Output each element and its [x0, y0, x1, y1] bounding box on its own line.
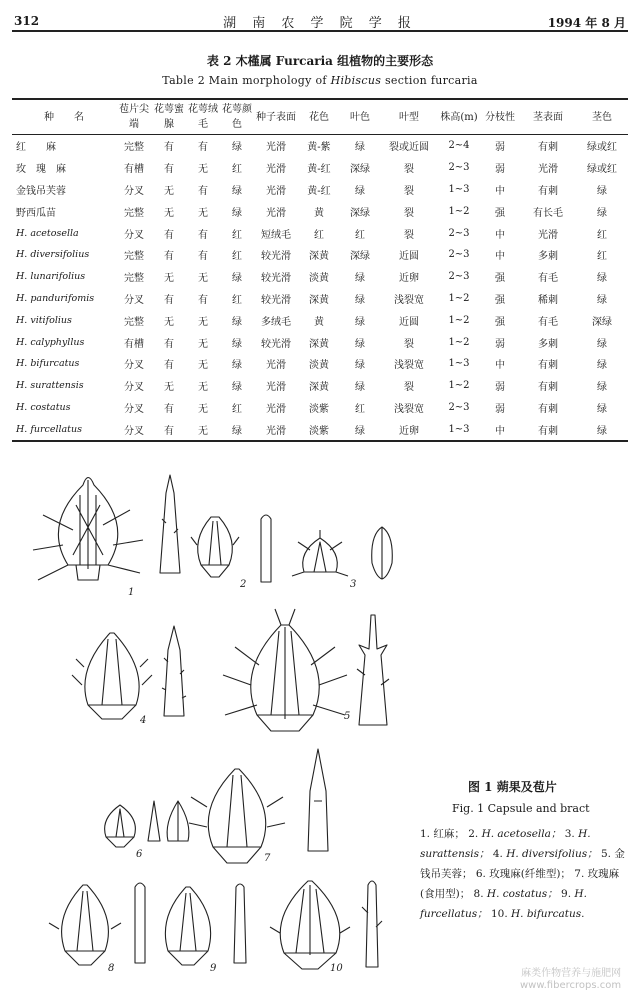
table-cell: 绿	[597, 294, 607, 306]
table-cell: 无	[198, 403, 208, 415]
table-cell: 绿	[355, 338, 365, 350]
legend-number: 9.	[561, 888, 572, 900]
table-row	[12, 309, 628, 331]
table-cell: 强	[495, 273, 505, 285]
table-cell: 绿	[597, 207, 607, 219]
table-cell: 淡紫	[309, 425, 329, 437]
column-header: 种 名	[44, 111, 84, 123]
table-cell: 绿	[355, 316, 365, 328]
page-header	[14, 6, 626, 32]
table-cell: 绿	[232, 207, 242, 219]
table-row	[12, 418, 628, 441]
legend-item	[491, 908, 584, 920]
column-header: 花萼颜色	[222, 104, 252, 130]
table-cell: 绿	[355, 360, 365, 372]
table-cell: 有毛	[538, 316, 558, 328]
table-cell: 1~2	[448, 314, 470, 326]
table-cell: 有刺	[538, 142, 558, 154]
table-cell: 深黄	[309, 251, 329, 263]
legend-species: H. costatus；	[486, 888, 558, 900]
table-caption-en-prefix: Table 2 Main morphology of	[162, 74, 331, 87]
table-cell: 稀刺	[538, 294, 558, 306]
table-cell: 短绒毛	[261, 229, 291, 241]
table-cell: 绿	[232, 185, 242, 197]
journal-title: 湖 南 农 学 院 学 报	[223, 16, 417, 31]
morphology-table	[12, 98, 628, 442]
table-cell: 绿	[355, 273, 365, 285]
legend-number: 2.	[468, 828, 479, 840]
table-cell: 1~3	[448, 183, 470, 195]
table-body	[12, 135, 628, 442]
table-caption-en-suffix: section furcaria	[381, 74, 478, 87]
table-cell: 多刺	[538, 251, 558, 263]
legend-species: 玫瑰麻(食用型)；	[420, 868, 620, 900]
table-cell: 深黄	[309, 294, 329, 306]
table-cell: 弱	[495, 142, 505, 154]
column-header: 花萼绒毛	[188, 104, 218, 130]
capsule-3-drawing	[292, 530, 348, 576]
bract-9-drawing	[234, 884, 246, 963]
column-header: 花色	[309, 111, 329, 123]
capsule-4-drawing	[72, 633, 152, 719]
legend-item	[493, 848, 601, 860]
table-cell: 绿	[355, 142, 365, 154]
table-cell: 无	[198, 273, 208, 285]
watermark-line-1: 麻类作物营养与施肥网	[521, 968, 622, 979]
table-cell: 强	[495, 316, 505, 328]
figure-legend	[420, 824, 628, 924]
table-cell: 光滑	[538, 229, 558, 241]
table-caption-en-genus: Hibiscus	[330, 74, 382, 87]
table-cell: 光滑	[266, 360, 286, 372]
legend-number: 1.	[420, 828, 431, 840]
table-cell: 无	[198, 316, 208, 328]
table-cell: 2~3	[448, 162, 470, 174]
table-cell: 有刺	[538, 382, 558, 394]
table-cell: 裂	[404, 229, 414, 241]
figure-number-7: 7	[264, 853, 271, 864]
species-name-cell: H. bifurcatus	[16, 358, 80, 370]
table-cell: 有	[164, 164, 174, 176]
table-cell: 有	[198, 142, 208, 154]
figure-caption-en: Fig. 1 Capsule and bract	[452, 802, 590, 815]
table-cell: 浅裂宽	[394, 403, 424, 415]
table-row	[12, 266, 628, 288]
table-row	[12, 157, 628, 179]
table-cell: 光滑	[266, 403, 286, 415]
table-cell: 完整	[124, 273, 144, 285]
legend-item	[420, 828, 468, 840]
table-cell: 绿	[232, 142, 242, 154]
table-cell: 无	[198, 360, 208, 372]
figure-number-6: 6	[136, 849, 143, 860]
table-cell: 近圆	[399, 251, 419, 263]
bract-7-drawing	[308, 749, 328, 851]
bract-6a-drawing	[148, 801, 160, 841]
table-cell: 分叉	[124, 425, 144, 437]
table-row	[12, 179, 628, 201]
column-header: 茎表面	[533, 111, 563, 123]
figure-number-1: 1	[128, 587, 135, 598]
table-cell: 分叉	[124, 294, 144, 306]
table-cell: 有	[198, 294, 208, 306]
table-cell: 无	[164, 382, 174, 394]
table-cell: 黄	[314, 207, 324, 219]
species-name-cell: H. acetosella	[16, 227, 79, 239]
legend-item	[476, 868, 574, 880]
table-cell: 黄-红	[307, 164, 331, 176]
figure-number-9: 9	[210, 963, 217, 974]
table-cell: 无	[198, 338, 208, 350]
table-cell: 1~2	[448, 205, 470, 217]
table-cell: 绿	[597, 382, 607, 394]
table-cell: 较光滑	[261, 294, 291, 306]
table-cell: 2~3	[448, 227, 470, 239]
table-cell: 强	[495, 207, 505, 219]
bract-10-drawing	[362, 881, 382, 967]
table-cell: 无	[198, 164, 208, 176]
bract-1-drawing	[160, 475, 180, 573]
table-cell: 无	[164, 185, 174, 197]
table-cell: 较光滑	[261, 338, 291, 350]
legend-species: 红麻；	[433, 828, 465, 840]
table-cell: 较光滑	[261, 251, 291, 263]
table-header-row	[12, 99, 628, 135]
table-cell: 深绿	[592, 316, 612, 328]
site-watermark	[520, 968, 621, 992]
table-cell: 绿	[355, 425, 365, 437]
table-cell: 黄	[314, 316, 324, 328]
table-cell: 1~2	[448, 380, 470, 392]
legend-species: H. bifurcatus.	[511, 908, 585, 920]
header-rule	[12, 30, 628, 32]
table-cell: 有毛	[538, 273, 558, 285]
table-cell: 裂或近圆	[389, 142, 429, 154]
table-caption-en	[0, 74, 640, 87]
table-cell: 红	[232, 164, 242, 176]
capsule-8-drawing	[49, 885, 121, 965]
table-cell: 深绿	[350, 251, 370, 263]
table-cell: 无	[198, 382, 208, 394]
table-cell: 绿	[232, 425, 242, 437]
legend-species: H. furcellatus；	[420, 888, 587, 920]
legend-number: 4.	[492, 848, 503, 860]
table-cell: 1~2	[448, 336, 470, 348]
legend-number: 5.	[600, 848, 611, 860]
table-cell: 黄-红	[307, 185, 331, 197]
table-cell: 强	[495, 294, 505, 306]
column-header: 苞片尖端	[119, 104, 149, 130]
table-row	[12, 288, 628, 310]
table-cell: 有	[164, 251, 174, 263]
legend-item	[468, 828, 565, 840]
table-cell: 黄-紫	[307, 142, 331, 154]
table-cell: 绿	[355, 382, 365, 394]
table-cell: 绿	[232, 382, 242, 394]
table-cell: 近卵	[399, 273, 419, 285]
table-cell: 绿	[355, 185, 365, 197]
column-header: 株高(m)	[440, 111, 478, 123]
legend-species: 玫瑰麻(纤维型)；	[489, 868, 571, 880]
table-cell: 绿	[597, 425, 607, 437]
table-cell: 红	[232, 229, 242, 241]
table-cell: 绿	[355, 294, 365, 306]
table-cell: 裂	[404, 382, 414, 394]
capsule-9-drawing	[165, 887, 210, 965]
table-cell: 2~3	[448, 271, 470, 283]
table-cell: 淡黄	[309, 273, 329, 285]
table-cell: 光滑	[266, 185, 286, 197]
table-cell: 完整	[124, 316, 144, 328]
table-cell: 红	[597, 251, 607, 263]
column-header: 分枝性	[485, 111, 515, 123]
species-name-cell: 玫 瑰 麻	[16, 164, 66, 176]
table-cell: 有	[164, 403, 174, 415]
legend-species: H. surattensis；	[420, 828, 591, 860]
capsule-6-drawing	[105, 805, 136, 847]
column-header: 叶型	[399, 111, 419, 123]
table-cell: 绿	[597, 403, 607, 415]
table-cell: 绿	[232, 273, 242, 285]
table-cell: 有	[164, 294, 174, 306]
table-cell: 中	[495, 360, 505, 372]
table-cell: 有刺	[538, 360, 558, 372]
table-cell: 弱	[495, 403, 505, 415]
table-cell: 深绿	[350, 164, 370, 176]
bract-6b-drawing	[167, 801, 189, 841]
table-cell: 绿	[232, 360, 242, 372]
watermark-line-2: www.fibercrops.com	[520, 980, 622, 991]
column-header: 种子表面	[256, 111, 296, 123]
table-cell: 2~4	[448, 140, 470, 152]
table-cell: 有	[164, 142, 174, 154]
legend-number: 3.	[564, 828, 575, 840]
figure-number-5: 5	[344, 711, 351, 722]
table-cell: 浅裂宽	[394, 294, 424, 306]
table-row	[12, 331, 628, 353]
table-cell: 红	[232, 251, 242, 263]
figure-number-8: 8	[108, 963, 115, 974]
legend-number: 10.	[490, 908, 508, 920]
species-name-cell: H. lunarifolius	[16, 271, 86, 283]
species-name-cell: H. pandurifomis	[16, 292, 95, 304]
table-row	[12, 375, 628, 397]
table-cell: 光滑	[266, 164, 286, 176]
column-header: 花萼蜜腺	[154, 104, 184, 130]
table-cell: 有刺	[538, 403, 558, 415]
species-name-cell: H. furcellatus	[16, 423, 82, 435]
table-cell: 1~3	[448, 423, 470, 435]
table-cell: 有	[164, 338, 174, 350]
table-cell: 中	[495, 251, 505, 263]
table-row	[12, 200, 628, 222]
table-row	[12, 222, 628, 244]
table-cell: 完整	[124, 142, 144, 154]
table-cell: 绿	[597, 360, 607, 372]
table-cell: 绿	[597, 185, 607, 197]
table-cell: 裂	[404, 207, 414, 219]
species-name-cell: H. vitifolius	[16, 314, 72, 326]
table-cell: 有槽	[124, 164, 144, 176]
legend-species: H. acetosella；	[481, 828, 562, 840]
figure-number-3: 3	[350, 579, 357, 590]
column-header: 叶色	[350, 111, 370, 123]
table-caption-cn: 表 2 木槿属 Furcaria 组植物的主要形态	[206, 54, 434, 68]
table-row	[12, 397, 628, 419]
table-cell: 近卵	[399, 425, 419, 437]
table-cell: 红	[355, 403, 365, 415]
table-cell: 无	[164, 316, 174, 328]
table-cell: 弱	[495, 164, 505, 176]
table-cell: 光滑	[266, 382, 286, 394]
table-cell: 光滑	[266, 425, 286, 437]
table-cell: 裂	[404, 164, 414, 176]
legend-species: H. diversifolius；	[506, 848, 598, 860]
table-cell: 有	[164, 425, 174, 437]
table-cell: 绿	[232, 316, 242, 328]
legend-number: 7.	[574, 868, 585, 880]
species-name-cell: H. costatus	[16, 401, 71, 413]
capsule-5-drawing	[223, 609, 347, 731]
table-cell: 绿	[597, 338, 607, 350]
species-name-cell: 红 麻	[16, 142, 56, 154]
table-cell: 多绒毛	[261, 316, 291, 328]
table-cell: 2~3	[448, 401, 470, 413]
bract-8-drawing	[135, 883, 145, 963]
table-cell: 裂	[404, 338, 414, 350]
table-cell: 分叉	[124, 185, 144, 197]
table-cell: 有	[198, 185, 208, 197]
table-cell: 红	[355, 229, 365, 241]
table-cell: 中	[495, 425, 505, 437]
table-cell: 有刺	[538, 185, 558, 197]
table-row	[12, 353, 628, 375]
table-cell: 光滑	[266, 207, 286, 219]
table-cell: 分叉	[124, 382, 144, 394]
bract-3-drawing	[372, 527, 393, 579]
issue-date: 1994 年 8 月	[547, 16, 626, 30]
table-cell: 有长毛	[533, 207, 563, 219]
table-cell: 绿	[597, 273, 607, 285]
table-cell: 绿或红	[587, 142, 617, 154]
table-cell: 多刺	[538, 338, 558, 350]
bract-5-drawing	[357, 615, 389, 725]
table-cell: 较光滑	[261, 273, 291, 285]
table-cell: 有	[164, 229, 174, 241]
table-cell: 红	[597, 229, 607, 241]
table-cell: 完整	[124, 207, 144, 219]
table-cell: 绿或红	[587, 164, 617, 176]
figure-number-10: 10	[330, 963, 343, 974]
table-cell: 无	[198, 207, 208, 219]
legend-species: 金钱吊芙蓉；	[420, 848, 625, 880]
capsule-1-drawing	[33, 478, 143, 581]
species-name-cell: 野西瓜苗	[16, 207, 56, 219]
capsule-10-drawing	[270, 881, 350, 969]
table-cell: 分叉	[124, 403, 144, 415]
column-header: 茎色	[592, 111, 612, 123]
figure-caption-cn: 图 1 蒴果及苞片	[468, 780, 557, 794]
table-cell: 有刺	[538, 425, 558, 437]
table-cell: 浅裂宽	[394, 360, 424, 372]
table-cell: 淡黄	[309, 360, 329, 372]
table-cell: 有	[164, 360, 174, 372]
table-cell: 中	[495, 229, 505, 241]
table-cell: 分叉	[124, 229, 144, 241]
table-cell: 红	[314, 229, 324, 241]
table-cell: 深黄	[309, 382, 329, 394]
table-cell: 绿	[232, 338, 242, 350]
table-cell: 深绿	[350, 207, 370, 219]
table-cell: 无	[198, 425, 208, 437]
table-cell: 红	[232, 403, 242, 415]
table-cell: 完整	[124, 251, 144, 263]
species-name-cell: H. calyphyllus	[16, 336, 85, 348]
figure-number-4: 4	[140, 715, 147, 726]
table-cell: 光滑	[538, 164, 558, 176]
table-cell: 弱	[495, 338, 505, 350]
table-cell: 光滑	[266, 142, 286, 154]
legend-item	[474, 888, 562, 900]
table-cell: 有	[198, 251, 208, 263]
table-cell: 中	[495, 185, 505, 197]
bract-4-drawing	[162, 626, 186, 716]
table-cell: 无	[164, 207, 174, 219]
table-cell: 红	[232, 294, 242, 306]
table-cell: 2~3	[448, 249, 470, 261]
bract-2-drawing	[261, 515, 271, 582]
species-name-cell: H. surattensis	[16, 380, 84, 392]
table-cell: 1~2	[448, 292, 470, 304]
legend-number: 8.	[473, 888, 484, 900]
table-cell: 有	[198, 229, 208, 241]
table-cell: 1~3	[448, 358, 470, 370]
figure-number-2: 2	[240, 579, 247, 590]
capsule-2-drawing	[191, 517, 239, 577]
table-cell: 无	[164, 273, 174, 285]
table-cell: 近圆	[399, 316, 419, 328]
table-cell: 弱	[495, 382, 505, 394]
table-cell: 深黄	[309, 338, 329, 350]
table-cell: 裂	[404, 185, 414, 197]
table-cell: 有槽	[124, 338, 144, 350]
table-row	[12, 135, 628, 157]
capsule-7-drawing	[189, 769, 285, 863]
table-cell: 淡紫	[309, 403, 329, 415]
table-cell: 分叉	[124, 360, 144, 372]
table-row	[12, 244, 628, 266]
legend-number: 6.	[475, 868, 486, 880]
species-name-cell: H. diversifolius	[16, 249, 90, 261]
species-name-cell: 金钱吊芙蓉	[16, 185, 66, 197]
page-number: 312	[14, 14, 40, 28]
